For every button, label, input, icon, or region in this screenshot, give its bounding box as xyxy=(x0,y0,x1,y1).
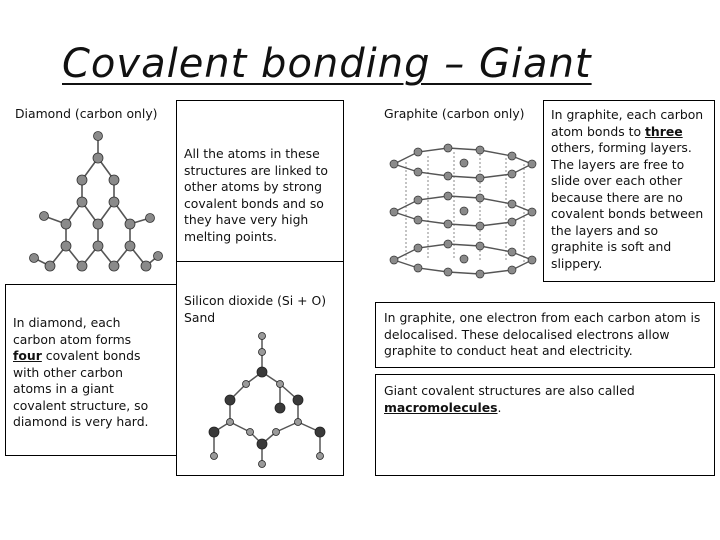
macromolecules-text-end: . xyxy=(497,399,502,415)
diamond-description-emphasis: four xyxy=(13,348,42,363)
center-divider xyxy=(177,261,343,262)
diamond-description xyxy=(13,315,163,431)
macromolecules-text-start: Giant covalent structures are also called xyxy=(384,383,635,398)
graphite-electron-text: In graphite, one electron from each carbon atom is delocalised. These delocalised electrons allow graphite to conduct heat and electricity. xyxy=(384,310,701,358)
diamond-description-box xyxy=(5,284,177,456)
slide-title: Covalent bonding – Giant xyxy=(62,41,592,87)
silicon-dioxide-label: Silicon dioxide (Si + O) Sand xyxy=(184,293,327,325)
macromolecules-box xyxy=(375,374,715,476)
diamond-description-text-end: covalent bonds with other carbon atoms in a giant covalent structure, so diamond is very hard. xyxy=(13,348,149,429)
graphite-structure-image xyxy=(388,134,538,284)
graphite-layers-emphasis: three xyxy=(644,123,683,139)
diamond-structure-image xyxy=(30,128,170,278)
diamond-label: Diamond (carbon only) xyxy=(15,106,158,121)
macromolecules-emphasis: macromolecules xyxy=(384,399,498,415)
graphite-layers-box xyxy=(543,100,715,282)
graphite-layers-text-end: others, forming layers. The layers are free to slide over each other because there are no covalent bonds between the layers and so graphite is soft and slippery. xyxy=(551,140,704,271)
graphite-layers-text-start: In graphite, each carbon atom bonds to xyxy=(551,107,704,139)
graphite-electron-box xyxy=(375,302,715,368)
silicon-dioxide-structure-image xyxy=(200,330,340,470)
graphite-label: Graphite (carbon only) xyxy=(384,106,525,121)
graphite-layers-text xyxy=(551,107,709,272)
general-melting-point-text: All the atoms in these structures are linked to other atoms by strong covalent bonds and so they have very high melting points. xyxy=(184,146,328,244)
macromolecules-text xyxy=(384,383,708,416)
diamond-description-text: In diamond, each carbon atom forms xyxy=(13,315,132,347)
